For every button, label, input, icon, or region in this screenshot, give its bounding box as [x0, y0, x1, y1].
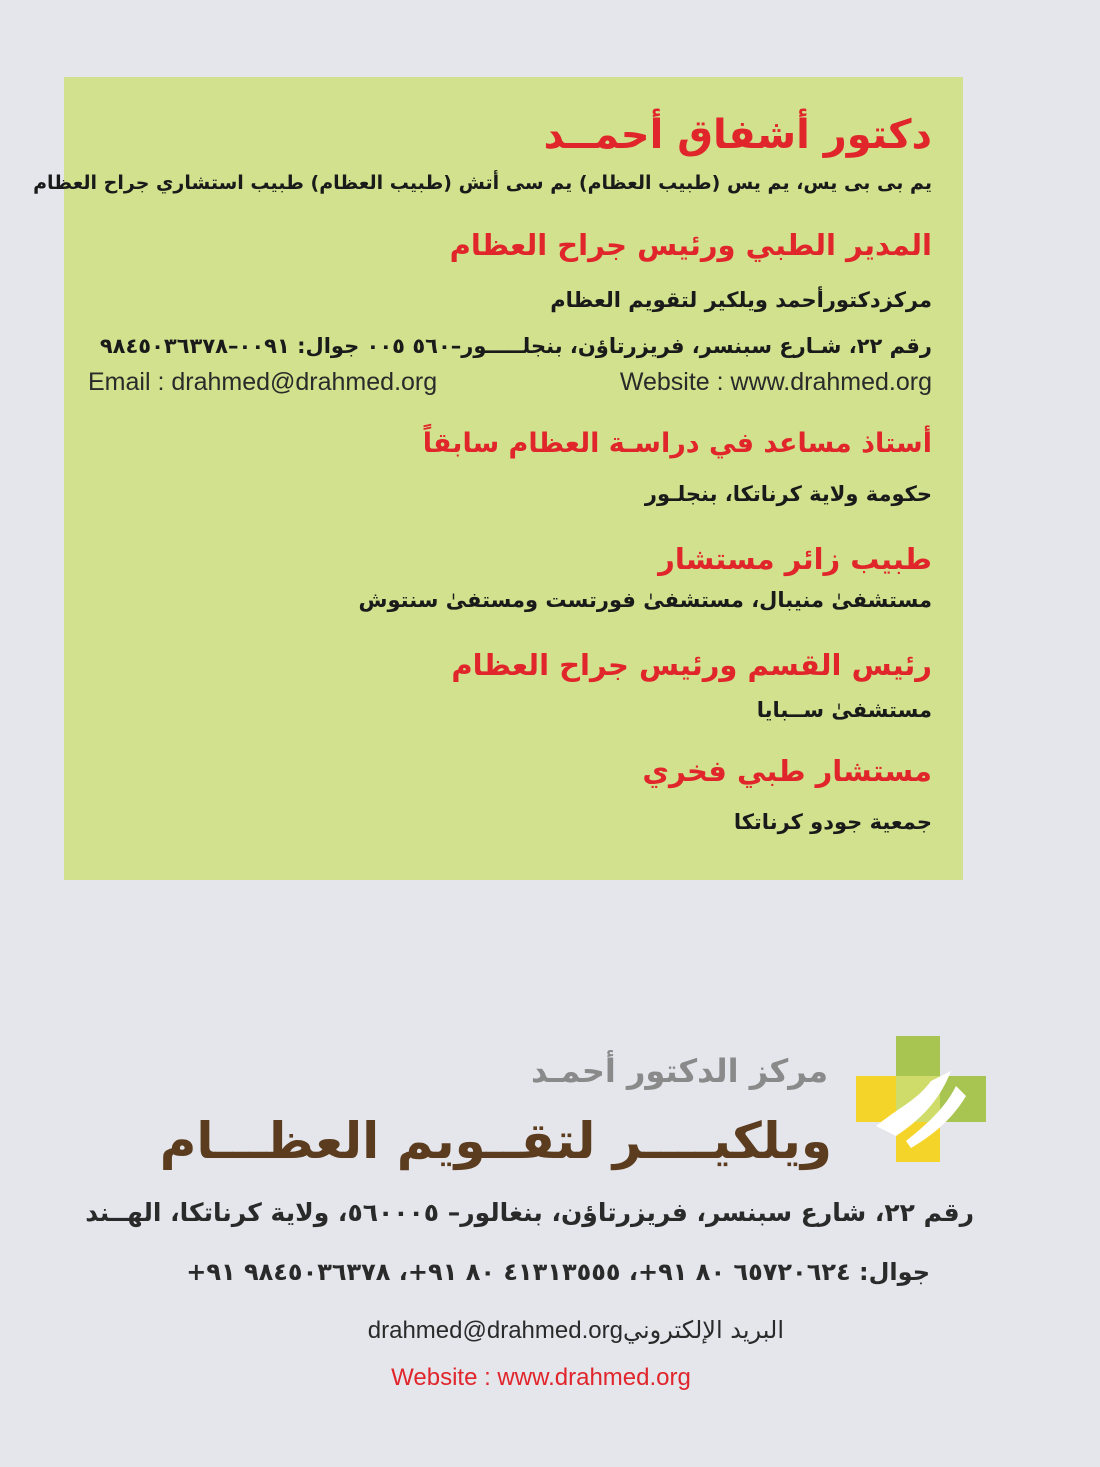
role4-title: رئيس القسم ورئيس جراح العظام	[451, 648, 932, 682]
cross-logo-icon	[856, 1036, 986, 1162]
role3-org: مستشفىٰ منيبال، مستشفىٰ فورتست ومستفىٰ سنتوش	[358, 588, 932, 612]
contact-row	[88, 368, 932, 402]
center-title: ويلكيــــر لتقــويم العظـــام	[159, 1112, 832, 1170]
role2-org: حكومة ولاية كرناتكا، بنجلـور	[644, 482, 932, 506]
role5-title: مستشار طبي فخري	[642, 754, 932, 788]
center-subtitle: مركز الدكتور أحمـد	[530, 1052, 828, 1090]
role4-org: مستشفىٰ ســبايا	[756, 698, 932, 722]
email-label: البريد الإلكتروني	[622, 1316, 784, 1344]
role5-org: جمعية جودو كرناتكا	[733, 810, 932, 834]
role2-title: أستاذ مساعد في دراسـة العظام سابقاً	[422, 428, 932, 459]
role3-title: طبيب زائر مستشار	[658, 542, 932, 576]
footer-website[interactable]: Website : www.drahmed.org	[391, 1364, 691, 1391]
email-text[interactable]: Email : drahmed@drahmed.org	[88, 368, 438, 396]
role1-address: رقم ٢٢، شـارع سبنسر، فريزرتاؤن، بنجلـــــور–٥٦٠ ٠٠٥ جوال: ٠٠٩١–٩٨٤٥٠٣٦٣٧٨	[99, 334, 932, 358]
qualifications: يم بى بى يس، يم يس (طبيب العظام) يم سى أتش (طبيب العظام) طبيب استشاري جراح العظام	[33, 172, 932, 194]
footer-phones: جوال: ٦٥٧٢٠٦٢٤ ٨٠ ٩١+، ٤١٣١٣٥٥٥ ٨٠ ٩١+، ٩٨٤٥٠٣٦٣٧٨ ٩١+	[186, 1258, 930, 1286]
role1-title: المدير الطبي ورئيس جراح العظام	[449, 228, 932, 262]
footer-email	[368, 1316, 784, 1345]
doctor-name: دكتور أشفاق أحمــد	[543, 112, 932, 158]
email-value[interactable]: drahmed@drahmed.org	[367, 1317, 623, 1344]
footer-address: رقم ٢٢، شارع سبنسر، فريزرتاؤن، بنغالور– ٥٦٠٠٠٥، ولاية كرناتكا، الهــند	[85, 1198, 974, 1227]
website-text[interactable]: Website : www.drahmed.org	[619, 368, 932, 396]
role1-org: مركزدكتورأحمد ويلكير لتقويم العظام	[550, 288, 932, 312]
